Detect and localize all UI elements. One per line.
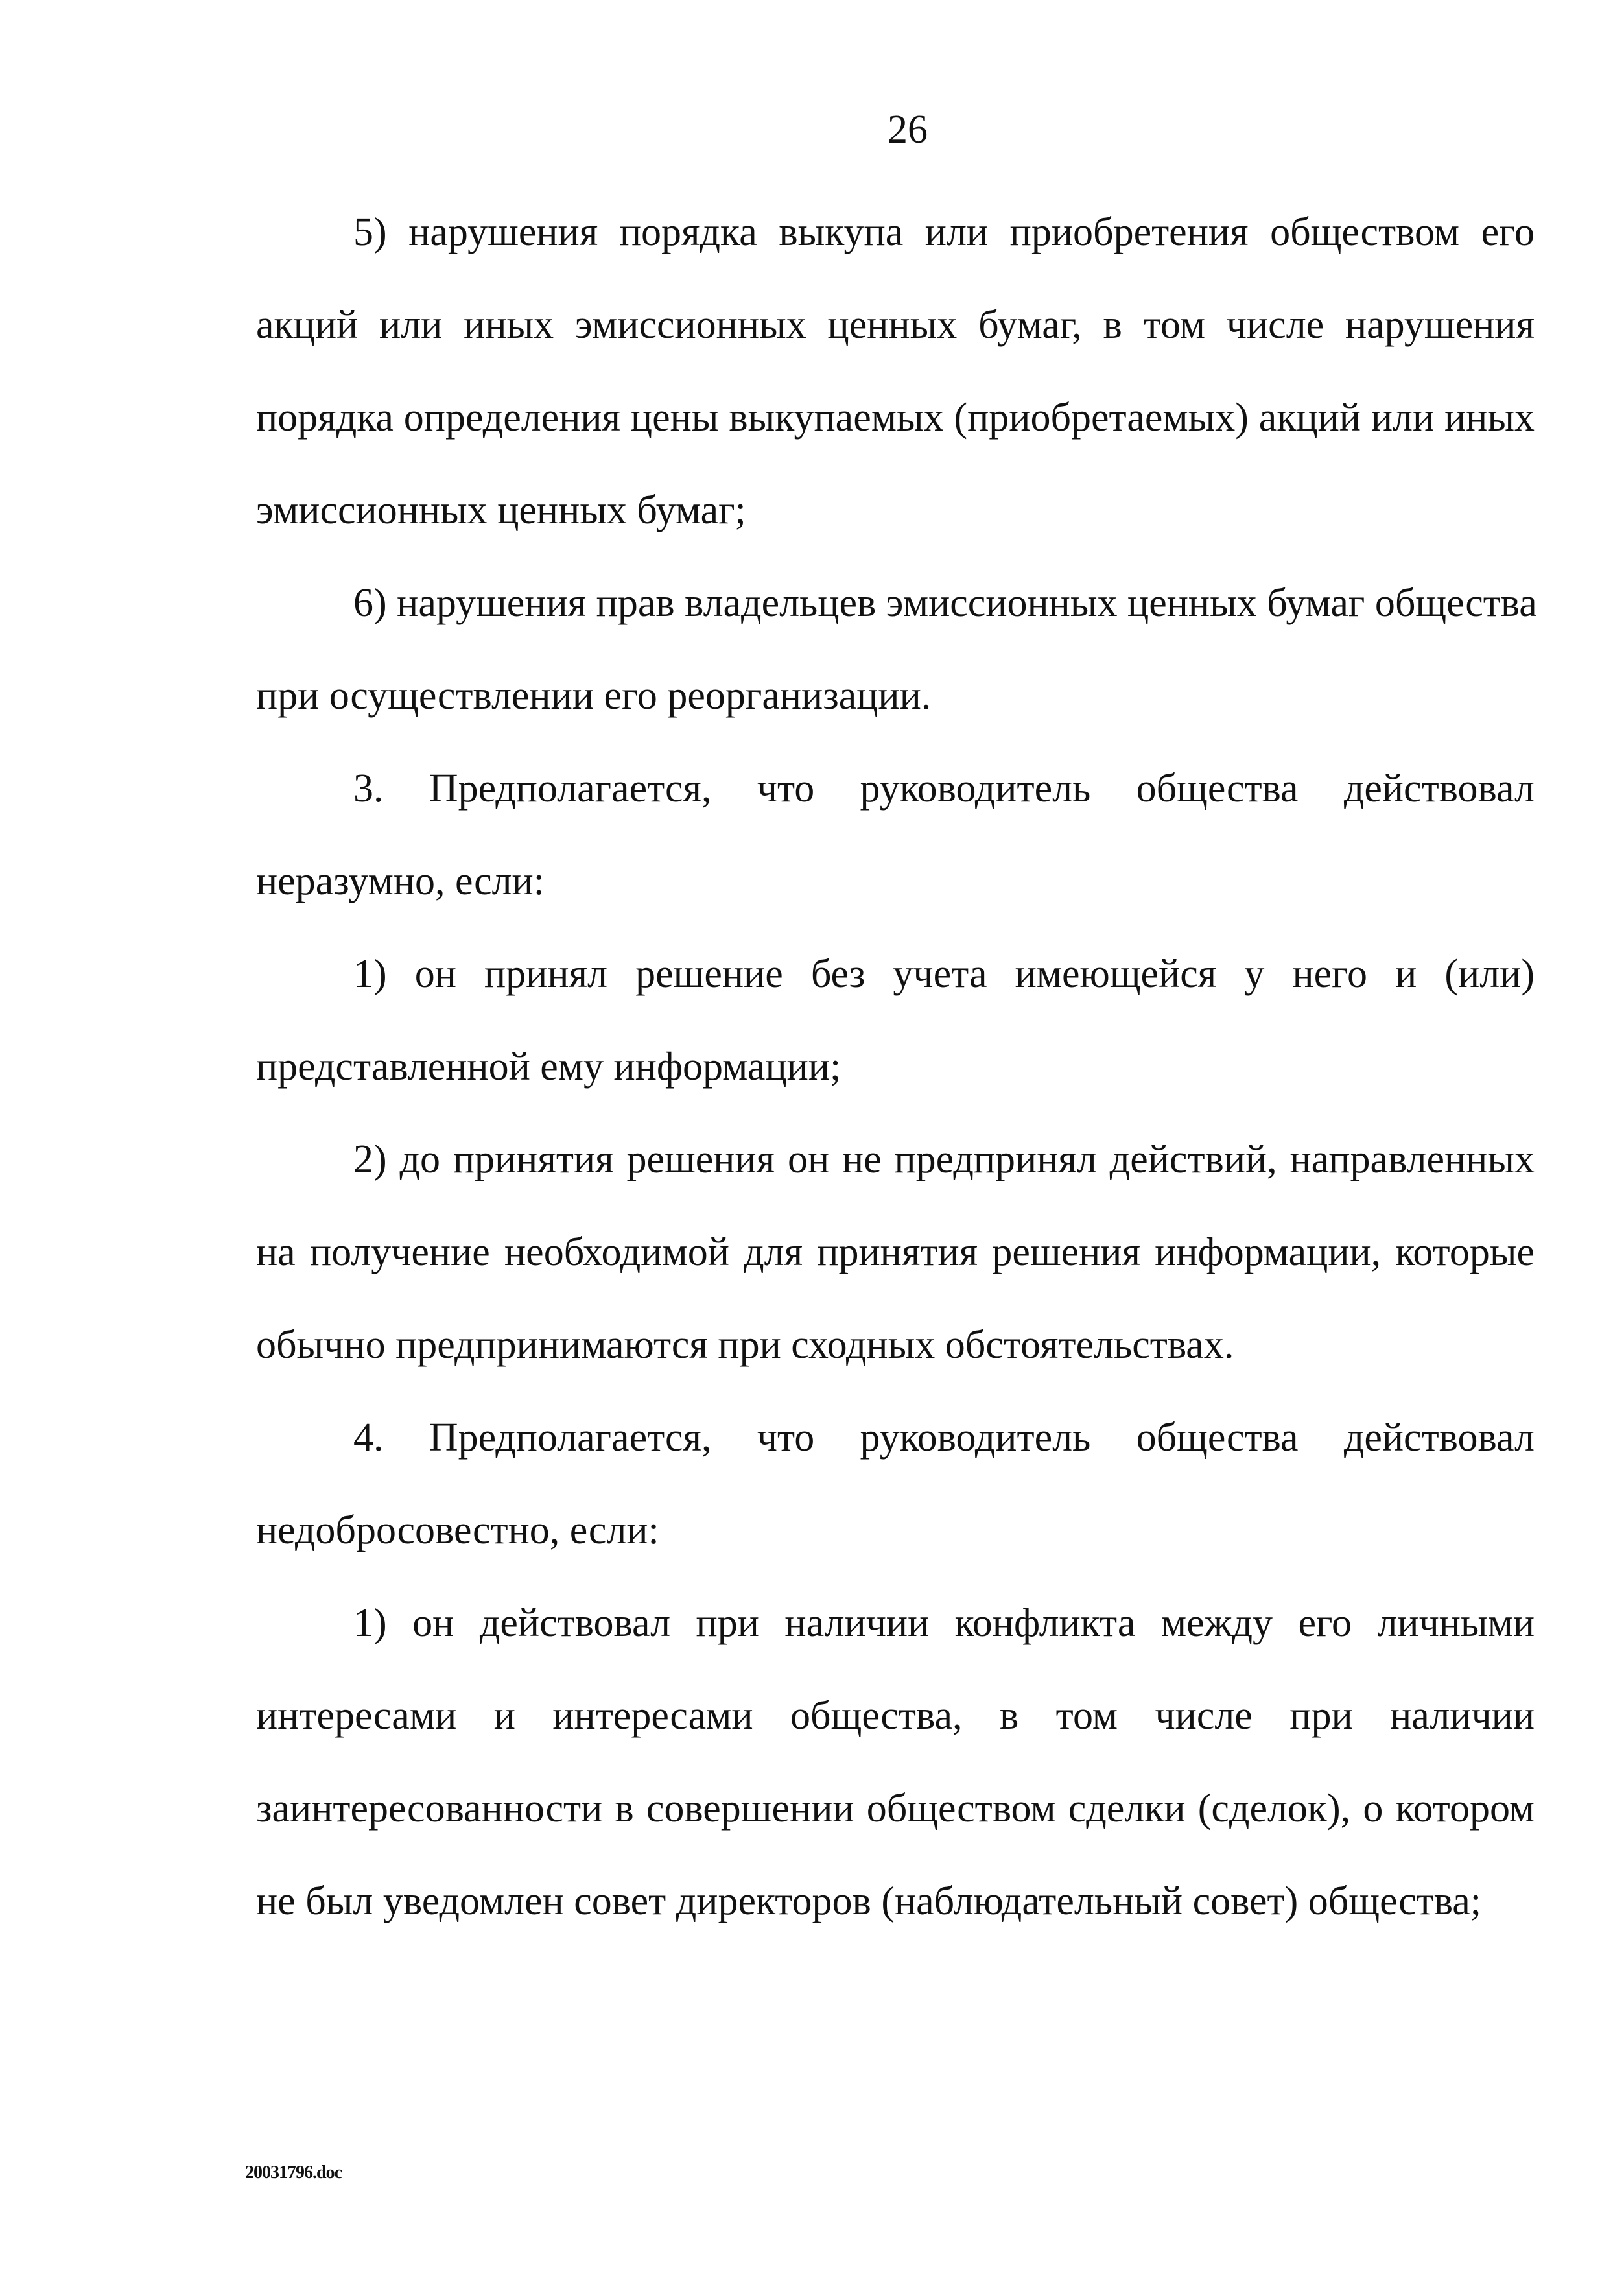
paragraph	[256, 186, 1535, 557]
page-number: 26	[888, 108, 928, 152]
text-line: 6) нарушения прав владельцев эмиссионных ценных бумаг общества	[353, 581, 1537, 625]
text-line: 1) он принял решение без учета имеющейся у него и (или)	[353, 952, 1535, 996]
text-line: на получение необходимой для принятия решения информации, которые	[256, 1230, 1535, 1274]
text-line: представленной ему информации;	[256, 1045, 841, 1089]
text-line: обычно предпринимаются при сходных обстоятельствах.	[256, 1323, 1234, 1367]
text-line: 4. Предполагается, что руководитель общества действовал	[353, 1416, 1535, 1460]
paragraph	[256, 1577, 1535, 1948]
text-line: 2) до принятия решения он не предпринял действий, направленных	[353, 1137, 1535, 1181]
text-line: заинтересованности в совершении обществом сделки (сделок), о котором	[256, 1786, 1535, 1831]
document-body	[256, 186, 1535, 1948]
paragraph	[256, 1113, 1535, 1392]
text-line: 1) он действовал при наличии конфликта между его личными	[353, 1601, 1535, 1645]
text-line: 5) нарушения порядка выкупа или приобретения обществом его	[353, 210, 1535, 254]
paragraph	[256, 928, 1535, 1113]
paragraph	[256, 742, 1535, 928]
text-line: не был уведомлен совет директоров (наблюдательный совет) общества;	[256, 1879, 1481, 1923]
text-line: недобросовестно, если:	[256, 1508, 659, 1552]
text-line: эмиссионных ценных бумаг;	[256, 488, 746, 532]
paragraph	[256, 557, 1535, 742]
text-line: при осуществлении его реорганизации.	[256, 674, 932, 718]
text-line: неразумно, если:	[256, 859, 545, 903]
text-line: порядка определения цены выкупаемых (приобретаемых) акций или иных	[256, 396, 1535, 440]
paragraph	[256, 1392, 1535, 1577]
footer-filename: 20031796.doc	[245, 2163, 342, 2183]
text-line: 3. Предполагается, что руководитель общества действовал	[353, 766, 1535, 811]
text-line: интересами и интересами общества, в том числе при наличии	[256, 1694, 1535, 1738]
text-line: акций или иных эмиссионных ценных бумаг, в том числе нарушения	[256, 303, 1535, 347]
